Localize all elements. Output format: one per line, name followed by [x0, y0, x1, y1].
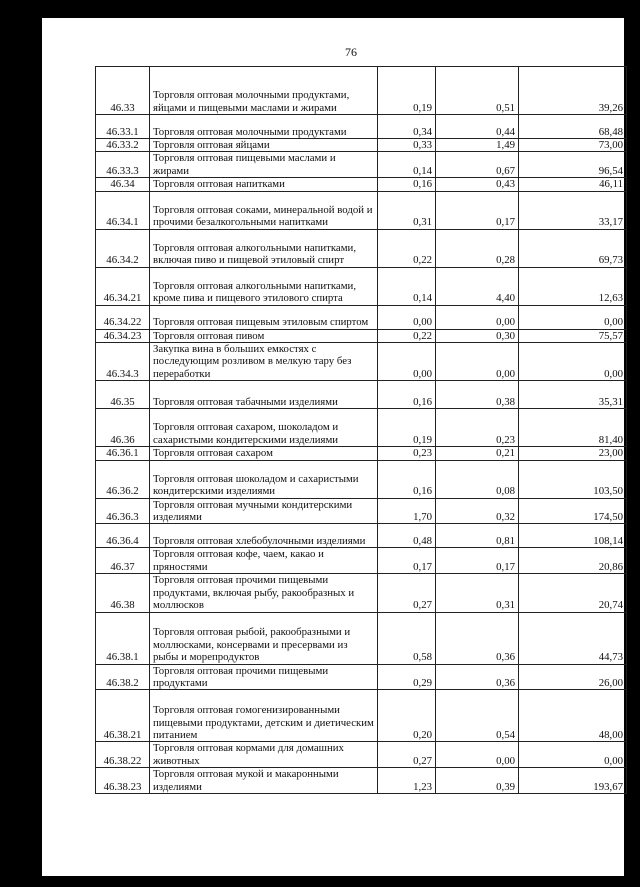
okved-code-cell: 46.36.4 [96, 524, 150, 548]
scan-border-left [0, 0, 42, 887]
value-col-1-cell: 0,00 [378, 305, 436, 329]
activity-name-cell: Торговля оптовая алкогольными напитками, кроме пива и пищевого этилового спирта [150, 267, 378, 305]
activity-name-cell: Торговля оптовая пивом [150, 329, 378, 342]
value-col-2-cell: 0,17 [436, 191, 519, 229]
value-col-3-cell: 33,17 [519, 191, 627, 229]
value-col-2-cell: 0,54 [436, 690, 519, 742]
value-col-3-cell: 108,14 [519, 524, 627, 548]
activity-name-cell: Торговля оптовая прочими пищевыми продуктами [150, 664, 378, 690]
value-col-3-cell: 23,00 [519, 447, 627, 460]
value-col-2-cell: 0,36 [436, 664, 519, 690]
table-row [96, 381, 627, 409]
okved-code-cell: 46.36.2 [96, 460, 150, 498]
value-col-2-cell: 0,44 [436, 115, 519, 139]
value-col-1-cell: 0,20 [378, 690, 436, 742]
table-row [96, 67, 627, 115]
value-col-3-cell: 0,00 [519, 343, 627, 381]
value-col-1-cell: 0,27 [378, 742, 436, 768]
value-col-2-cell: 0,67 [436, 152, 519, 178]
activity-name-cell: Торговля оптовая мукой и макаронными изделиями [150, 768, 378, 794]
table-row [96, 305, 627, 329]
value-col-2-cell: 0,43 [436, 178, 519, 191]
activity-name-cell: Торговля оптовая рыбой, ракообразными и моллюсками, консервами и пресервами из рыбы и морепродуктов [150, 612, 378, 664]
value-col-2-cell: 0,08 [436, 460, 519, 498]
okved-code-cell: 46.34 [96, 178, 150, 191]
scan-border-bottom [0, 876, 640, 887]
activity-name-cell: Торговля оптовая шоколадом и сахаристыми кондитерскими изделиями [150, 460, 378, 498]
activity-name-cell: Торговля оптовая молочными продуктами [150, 115, 378, 139]
activity-name-cell: Торговля оптовая сахаром [150, 447, 378, 460]
table-row [96, 139, 627, 152]
value-col-2-cell: 0,28 [436, 229, 519, 267]
value-col-1-cell: 0,14 [378, 152, 436, 178]
value-col-3-cell: 96,54 [519, 152, 627, 178]
value-col-1-cell: 0,22 [378, 229, 436, 267]
value-col-3-cell: 46,11 [519, 178, 627, 191]
value-col-1-cell: 0,48 [378, 524, 436, 548]
table-row [96, 267, 627, 305]
okved-code-cell: 46.33 [96, 67, 150, 115]
table-row [96, 229, 627, 267]
activity-name-cell: Торговля оптовая мучными кондитерскими изделиями [150, 498, 378, 524]
table-row [96, 524, 627, 548]
activity-name-cell: Торговля оптовая напитками [150, 178, 378, 191]
table-body [96, 67, 627, 794]
okved-code-cell: 46.38.23 [96, 768, 150, 794]
value-col-2-cell: 0,36 [436, 612, 519, 664]
value-col-2-cell: 0,39 [436, 768, 519, 794]
activity-table [95, 66, 627, 794]
okved-code-cell: 46.36.1 [96, 447, 150, 460]
activity-name-cell: Торговля оптовая пищевым этиловым спиртом [150, 305, 378, 329]
activity-name-cell: Закупка вина в больших емкостях с последующим розливом в мелкую тару без переработки [150, 343, 378, 381]
value-col-3-cell: 75,57 [519, 329, 627, 342]
value-col-2-cell: 1,49 [436, 139, 519, 152]
okved-code-cell: 46.33.1 [96, 115, 150, 139]
value-col-3-cell: 193,67 [519, 768, 627, 794]
value-col-2-cell: 0,23 [436, 409, 519, 447]
value-col-2-cell: 0,21 [436, 447, 519, 460]
value-col-1-cell: 0,17 [378, 548, 436, 574]
table-row [96, 152, 627, 178]
value-col-2-cell: 0,00 [436, 343, 519, 381]
value-col-3-cell: 81,40 [519, 409, 627, 447]
value-col-1-cell: 0,33 [378, 139, 436, 152]
value-col-1-cell: 0,16 [378, 178, 436, 191]
value-col-2-cell: 0,81 [436, 524, 519, 548]
activity-name-cell: Торговля оптовая кормами для домашних животных [150, 742, 378, 768]
okved-code-cell: 46.38.2 [96, 664, 150, 690]
value-col-1-cell: 0,23 [378, 447, 436, 460]
activity-name-cell: Торговля оптовая табачными изделиями [150, 381, 378, 409]
activity-name-cell: Торговля оптовая яйцами [150, 139, 378, 152]
activity-name-cell: Торговля оптовая прочими пищевыми продуктами, включая рыбу, ракообразных и моллюсков [150, 574, 378, 612]
value-col-1-cell: 0,27 [378, 574, 436, 612]
value-col-1-cell: 0,14 [378, 267, 436, 305]
activity-name-cell: Торговля оптовая сахаром, шоколадом и сахаристыми кондитерскими изделиями [150, 409, 378, 447]
value-col-2-cell: 4,40 [436, 267, 519, 305]
value-col-3-cell: 0,00 [519, 305, 627, 329]
okved-code-cell: 46.37 [96, 548, 150, 574]
value-col-3-cell: 68,48 [519, 115, 627, 139]
value-col-3-cell: 20,86 [519, 548, 627, 574]
value-col-3-cell: 0,00 [519, 742, 627, 768]
activity-name-cell: Торговля оптовая пищевыми маслами и жирами [150, 152, 378, 178]
table-row [96, 115, 627, 139]
value-col-3-cell: 73,00 [519, 139, 627, 152]
activity-name-cell: Торговля оптовая алкогольными напитками, включая пиво и пищевой этиловый спирт [150, 229, 378, 267]
value-col-1-cell: 0,34 [378, 115, 436, 139]
activity-name-cell: Торговля оптовая гомогенизированными пищевыми продуктами, детским и диетическим питанием [150, 690, 378, 742]
value-col-2-cell: 0,00 [436, 305, 519, 329]
value-col-2-cell: 0,32 [436, 498, 519, 524]
value-col-1-cell: 0,29 [378, 664, 436, 690]
value-col-3-cell: 12,63 [519, 267, 627, 305]
okved-code-cell: 46.38 [96, 574, 150, 612]
value-col-1-cell: 1,23 [378, 768, 436, 794]
okved-code-cell: 46.34.23 [96, 329, 150, 342]
okved-code-cell: 46.38.21 [96, 690, 150, 742]
table-row [96, 409, 627, 447]
value-col-3-cell: 39,26 [519, 67, 627, 115]
table-row [96, 690, 627, 742]
activity-name-cell: Торговля оптовая молочными продуктами, яйцами и пищевыми маслами и жирами [150, 67, 378, 115]
table-row [96, 612, 627, 664]
activity-name-cell: Торговля оптовая соками, минеральной водой и прочими безалкогольными напитками [150, 191, 378, 229]
okved-code-cell: 46.38.22 [96, 742, 150, 768]
value-col-1-cell: 0,16 [378, 460, 436, 498]
value-col-1-cell: 0,31 [378, 191, 436, 229]
okved-code-cell: 46.34.1 [96, 191, 150, 229]
okved-code-cell: 46.33.3 [96, 152, 150, 178]
okved-code-cell: 46.36.3 [96, 498, 150, 524]
table-row [96, 742, 627, 768]
okved-code-cell: 46.36 [96, 409, 150, 447]
value-col-3-cell: 174,50 [519, 498, 627, 524]
table-row [96, 329, 627, 342]
value-col-1-cell: 1,70 [378, 498, 436, 524]
table-row [96, 664, 627, 690]
page-number: 76 [345, 45, 357, 59]
value-col-3-cell: 26,00 [519, 664, 627, 690]
value-col-1-cell: 0,19 [378, 409, 436, 447]
okved-code-cell: 46.34.22 [96, 305, 150, 329]
okved-code-cell: 46.34.3 [96, 343, 150, 381]
value-col-2-cell: 0,51 [436, 67, 519, 115]
table-row [96, 548, 627, 574]
table-row [96, 574, 627, 612]
activity-name-cell: Торговля оптовая хлебобулочными изделиями [150, 524, 378, 548]
value-col-3-cell: 44,73 [519, 612, 627, 664]
value-col-3-cell: 48,00 [519, 690, 627, 742]
value-col-3-cell: 69,73 [519, 229, 627, 267]
value-col-3-cell: 35,31 [519, 381, 627, 409]
activity-name-cell: Торговля оптовая кофе, чаем, какао и пряностями [150, 548, 378, 574]
okved-code-cell: 46.35 [96, 381, 150, 409]
table-row [96, 460, 627, 498]
okved-code-cell: 46.34.2 [96, 229, 150, 267]
value-col-1-cell: 0,19 [378, 67, 436, 115]
value-col-1-cell: 0,16 [378, 381, 436, 409]
value-col-2-cell: 0,38 [436, 381, 519, 409]
value-col-1-cell: 0,58 [378, 612, 436, 664]
okved-code-cell: 46.33.2 [96, 139, 150, 152]
value-col-1-cell: 0,00 [378, 343, 436, 381]
table-row [96, 768, 627, 794]
okved-code-cell: 46.34.21 [96, 267, 150, 305]
value-col-3-cell: 103,50 [519, 460, 627, 498]
scan-border-top [0, 0, 640, 18]
table-row [96, 343, 627, 381]
table-row [96, 447, 627, 460]
value-col-1-cell: 0,22 [378, 329, 436, 342]
value-col-2-cell: 0,31 [436, 574, 519, 612]
value-col-2-cell: 0,17 [436, 548, 519, 574]
okved-code-cell: 46.38.1 [96, 612, 150, 664]
value-col-2-cell: 0,30 [436, 329, 519, 342]
table-row [96, 498, 627, 524]
table-row [96, 178, 627, 191]
value-col-3-cell: 20,74 [519, 574, 627, 612]
value-col-2-cell: 0,00 [436, 742, 519, 768]
table-row [96, 191, 627, 229]
